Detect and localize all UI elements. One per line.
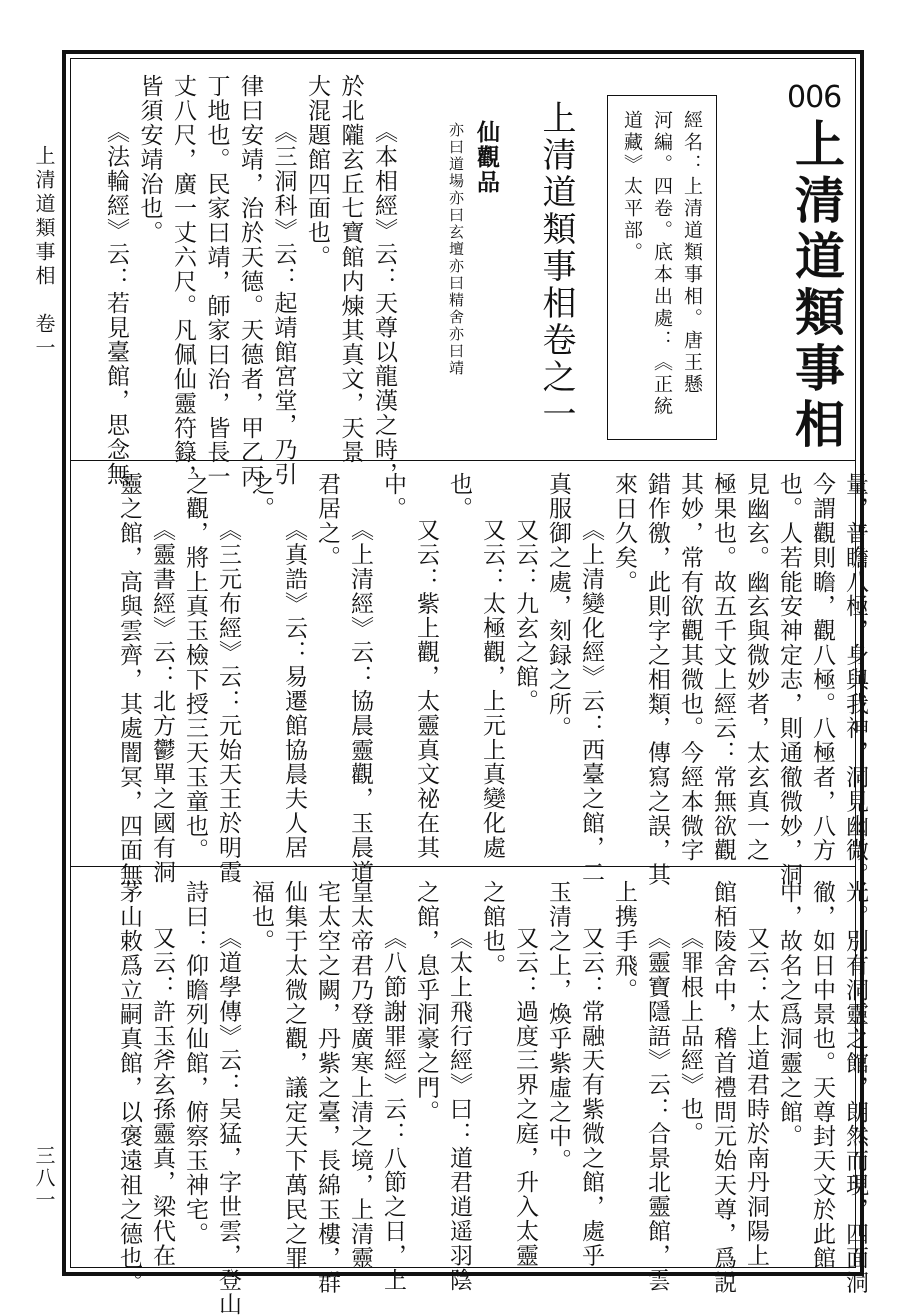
text-column: 又云：太上道君時於南丹洞陽上 [743,926,769,1268]
section-divider-2 [70,866,856,867]
text-column: 量，普瞻八極，身與我神，洞見幽微。 [842,472,868,887]
text-column: 皇太帝君乃登廣寒上清之境，上清靈 [347,880,373,1271]
text-column: 《上清變化經》云：西臺之館，二 [578,518,604,884]
text-column: 仙集于太微之觀，議定天下萬民之罪 [281,880,307,1271]
text-column: 《三洞科》云：起靖館宮堂，乃引 [270,120,297,486]
text-column: 之館也。 [479,880,505,978]
text-column: 君居之。 [314,472,340,570]
text-column: 福也。 [248,880,274,954]
text-column: 於北隴玄丘七寶館内煉其真文，天景 [337,74,364,465]
text-column: 之觀，將上真玉檢下授三天玉童也。 [182,472,208,863]
juan-title: 上清道類事相卷之一 [536,100,576,433]
text-column: 詩曰：仰瞻列仙館，俯察玉神宅。 [182,880,208,1246]
text-column: 玉清之上，煥乎紫虛之中。 [545,880,571,1173]
text-column: 宅太空之闕，丹紫之臺，長綿玉樓，群 [314,880,340,1295]
chapter-title: 仙觀品 [473,120,500,195]
text-column: 《真誥》云：易遷館協晨夫人居 [281,518,307,860]
margin-page-number: 三八一 [32,1145,56,1211]
text-column: 靈之館，高與雲齊，其處闇冥，四面無 [116,472,142,887]
text-column: 《靈書經》云：北方鬱單之國有洞 [149,518,175,884]
text-column: 其妙，常有欲觀其微也。今經本微字 [677,472,703,863]
info-line: 經名：上清道類事相。唐王懸 [681,110,703,396]
text-column: 也。 [446,472,472,521]
text-column: 之館，息乎洞豪之門。 [413,880,439,1124]
text-column: 又云：太極觀，上元上真變化處 [479,518,505,860]
text-column: 《道學傳》云：吴猛，字世雲，登山 [215,926,241,1316]
text-column: 光。別有洞靈之館，朗然而現，四面洞 [842,880,868,1295]
text-column: 《靈寶隱語》云：合景北靈館，雲 [644,926,670,1292]
text-column: 中，故名之爲洞靈之館。 [776,880,802,1149]
text-column: 極果也。故五千文上經云：常無欲觀 [710,472,736,863]
entry-number: 006 [787,80,842,115]
margin-book-title: 上清道類事相 卷一 [32,145,56,361]
text-column: 錯作徼，此則字之相類，傳寫之誤，其 [644,472,670,887]
text-column: 真服御之處，刻録之所。 [545,472,571,741]
info-line: 道藏》太平部。 [621,110,643,264]
text-column: 《八節謝罪經》云：八節之日，上 [380,926,406,1292]
text-column: 館栢陵舍中，稽首禮問元始天尊，爲説 [710,880,736,1295]
text-column: 來日久矣。 [611,472,637,594]
text-column: 《太上飛行經》曰：道君逍遥羽陰 [446,926,472,1292]
text-column: 又云：九玄之館。 [512,518,538,714]
text-column: 律曰安靖，治於天德。天德者，甲乙丙 [237,74,263,489]
text-column: 《本相經》云：天尊以龍漢之時， [371,120,397,486]
text-column: 丈八尺，廣一丈六尺。凡佩仙靈符籙， [170,74,196,489]
text-column: 《法輪經》云：若見臺館，思念無 [103,120,129,486]
text-column: 《三元布經》云：元始天王於明霞 [215,518,241,884]
text-column: 皆須安靖治也。 [136,74,163,245]
text-column: 《上清經》云：協晨靈觀，玉晨道 [347,518,373,884]
info-line: 河編。四卷。底本出處：《正統 [651,110,673,418]
text-column: 見幽玄。幽玄與微妙者，太玄真一之 [743,472,769,863]
text-column: 上携手飛。 [611,880,637,1002]
text-column: 又云：常融天有紫微之館，處乎 [578,926,604,1268]
text-column: 又云：許玉斧玄孫靈真，梁代在 [149,926,175,1268]
text-column: 丁地也。民家曰靖，師家曰治，皆長一 [203,74,230,489]
text-column: 《罪根上品經》也。 [677,926,703,1146]
text-column: 中。 [380,472,406,521]
text-title: 上清道類事相 [787,118,846,454]
text-column: 大混題館四面也。 [304,74,330,270]
text-column: 又云：紫上觀，太靈真文祕在其 [413,518,439,860]
text-column: 茅山敕爲立嗣真館，以褒遠祖之德也。 [116,880,142,1295]
text-column: 今謂觀則瞻，觀八極。八極者，八方 [809,472,835,863]
text-column: 之。 [248,472,274,521]
chapter-note: 亦曰道場亦曰玄壇亦曰精舍亦曰靖 [447,122,465,377]
text-column: 徹，如日中景也。天尊封天文於此館 [809,880,835,1271]
text-column: 也。人若能安神定志，則通徹微妙，洞 [776,472,802,887]
text-column: 又云：過度三界之庭，升入太靈 [512,926,538,1268]
